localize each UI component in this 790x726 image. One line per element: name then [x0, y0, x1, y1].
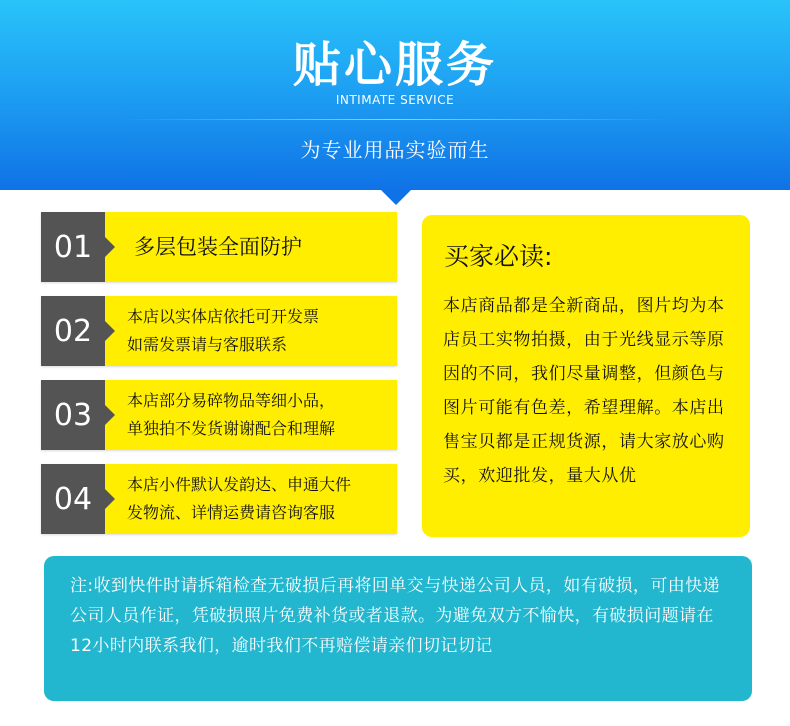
- tagline: 为专业用品实验而生: [300, 138, 490, 162]
- service-item-3: [41, 380, 397, 450]
- number-pointer: [105, 405, 115, 425]
- item-line: 本店部分易碎物品等细小品，: [127, 391, 336, 410]
- number-pointer: [105, 489, 115, 509]
- header-pointer: [380, 189, 412, 205]
- number-pointer: [105, 237, 115, 257]
- item-text: [127, 380, 387, 450]
- service-item-2: [41, 296, 397, 366]
- page-title: 贴心服务: [292, 37, 497, 93]
- item-text: [127, 296, 387, 366]
- buyer-notice-title: 买家必读:: [444, 242, 553, 271]
- item-number: 03: [41, 380, 105, 450]
- item-line: 如需发票请与客服联系: [127, 335, 288, 354]
- header-banner: [0, 0, 790, 190]
- item-number: 02: [41, 296, 105, 366]
- item-line: 本店以实体店依托可开发票: [127, 307, 320, 326]
- header-divider: [120, 119, 670, 120]
- item-text: [134, 212, 387, 282]
- english-subtitle: INTIMATE SERVICE: [335, 93, 455, 107]
- item-line: 多层包装全面防护: [134, 235, 302, 259]
- service-item-1: [41, 212, 397, 282]
- item-line: 发物流、详情运费请咨询客服: [127, 503, 336, 522]
- item-number: 01: [41, 212, 105, 282]
- item-line: 单独拍不发货谢谢配合和理解: [127, 419, 336, 438]
- item-text: [127, 464, 387, 534]
- item-number: 04: [41, 464, 105, 534]
- damage-notice-text: 注:收到快件时请拆箱检查无破损后再将回单交与快递公司人员，如有破损，可由快递公司人员作证，凭破损照片免费补货或者退款。为避免双方不愉快，有破损问题请在12小时内联系我们，逾时我们不再赔偿请亲们切记切记: [70, 576, 720, 656]
- damage-notice-panel: [44, 556, 752, 701]
- service-item-4: [41, 464, 397, 534]
- buyer-notice-body: 本店商品都是全新商品，图片均为本店员工实物拍摄，由于光线显示等原因的不同，我们尽量调整，但颜色与图片可能有色差，希望理解。本店出售宝贝都是正规货源，请大家放心购买，欢迎批发，量大从优: [443, 296, 725, 486]
- number-pointer: [105, 321, 115, 341]
- buyer-notice-panel: [422, 215, 750, 537]
- item-line: 本店小件默认发韵达、申通大件: [127, 475, 352, 494]
